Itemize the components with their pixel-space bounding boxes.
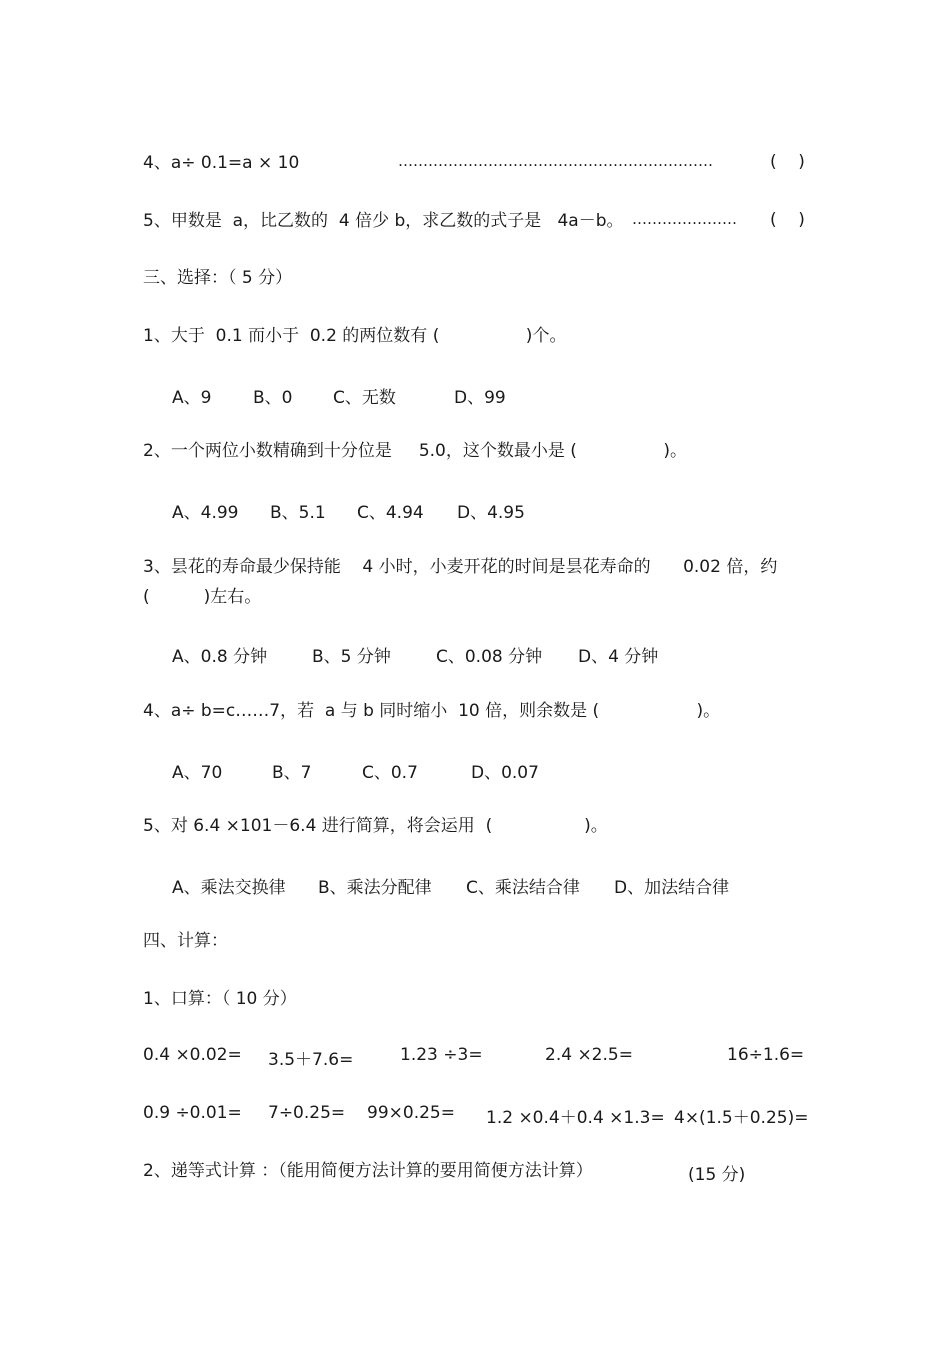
- choice-q2-option-b[interactable]: B、5.1: [270, 503, 326, 523]
- choice-q5-option-a[interactable]: A、乘法交换律: [172, 878, 286, 898]
- oral-calc-item: 1.23 ÷3=: [400, 1045, 483, 1065]
- choice-q1-option-a[interactable]: A、9: [172, 388, 212, 408]
- choice-q4-stem: 4、a÷ b=c……7，若 a 与 b 同时缩小 10 倍，则余数是 ( )。: [143, 701, 721, 721]
- choice-q1-option-c[interactable]: C、无数: [333, 388, 396, 408]
- oral-calc-item: 4×(1.5＋0.25)=: [674, 1108, 809, 1128]
- stepwise-calc-score: (15 分): [688, 1165, 746, 1185]
- choice-q3-stem-continued: ( )左右。: [143, 587, 262, 607]
- oral-calc-item: 7÷0.25=: [268, 1103, 346, 1123]
- choice-q2-option-c[interactable]: C、4.94: [357, 503, 424, 523]
- choice-q1-option-d[interactable]: D、99: [454, 388, 506, 408]
- choice-q3-stem: 3、昙花的寿命最少保持能 4 小时，小麦开花的时间是昙花寿命的 0.02 倍，约: [143, 557, 778, 577]
- choice-q4-option-c[interactable]: C、0.7: [362, 763, 418, 783]
- oral-calc-item: 99×0.25=: [367, 1103, 455, 1123]
- choice-q5-stem: 5、对 6.4 ×101－6.4 进行简算，将会运用 ( )。: [143, 816, 608, 836]
- choice-q1-stem: 1、大于 0.1 而小于 0.2 的两位数有 ( )个。: [143, 326, 567, 346]
- judge-q5-dots: …………………: [632, 210, 737, 228]
- oral-calc-item: 3.5＋7.6=: [268, 1050, 354, 1070]
- judge-q4-dots: ………………………………………………………: [398, 152, 713, 170]
- choice-q1-option-b[interactable]: B、0: [253, 388, 293, 408]
- choice-q2-option-a[interactable]: A、4.99: [172, 503, 239, 523]
- stepwise-calc-heading: 2、递等式计算 ：（能用简便方法计算的要用简便方法计算）: [143, 1161, 593, 1181]
- choice-q4-option-d[interactable]: D、0.07: [471, 763, 539, 783]
- oral-calc-item: 0.4 ×0.02=: [143, 1045, 242, 1065]
- choice-q3-option-b[interactable]: B、5 分钟: [312, 647, 391, 667]
- oral-calc-heading: 1、口算：（ 10 分）: [143, 989, 297, 1009]
- judge-q4-answer-paren[interactable]: ( ): [770, 152, 805, 172]
- judge-q5-text: 5、甲数是 a，比乙数的 4 倍少 b，求乙数的式子是 4a－b。: [143, 211, 624, 231]
- choice-q3-option-c[interactable]: C、0.08 分钟: [436, 647, 543, 667]
- choice-q2-stem: 2、一个两位小数精确到十分位是 5.0，这个数最小是 ( )。: [143, 441, 687, 461]
- choice-q5-option-b[interactable]: B、乘法分配律: [318, 878, 432, 898]
- section3-title: 三、选择：（ 5 分）: [143, 268, 293, 288]
- judge-q5-answer-paren[interactable]: ( ): [770, 210, 805, 230]
- choice-q3-option-a[interactable]: A、0.8 分钟: [172, 647, 268, 667]
- choice-q4-option-b[interactable]: B、7: [272, 763, 312, 783]
- choice-q3-option-d[interactable]: D、4 分钟: [578, 647, 659, 667]
- oral-calc-item: 16÷1.6=: [727, 1045, 805, 1065]
- choice-q5-option-d[interactable]: D、加法结合律: [614, 878, 730, 898]
- choice-q2-option-d[interactable]: D、4.95: [457, 503, 525, 523]
- oral-calc-item: 2.4 ×2.5=: [545, 1045, 633, 1065]
- choice-q4-option-a[interactable]: A、70: [172, 763, 223, 783]
- choice-q5-option-c[interactable]: C、乘法结合律: [466, 878, 580, 898]
- oral-calc-item: 1.2 ×0.4＋0.4 ×1.3=: [486, 1108, 665, 1128]
- section4-title: 四、计算：: [143, 931, 228, 951]
- judge-q4-text: 4、a÷ 0.1=a × 10: [143, 153, 300, 173]
- oral-calc-item: 0.9 ÷0.01=: [143, 1103, 242, 1123]
